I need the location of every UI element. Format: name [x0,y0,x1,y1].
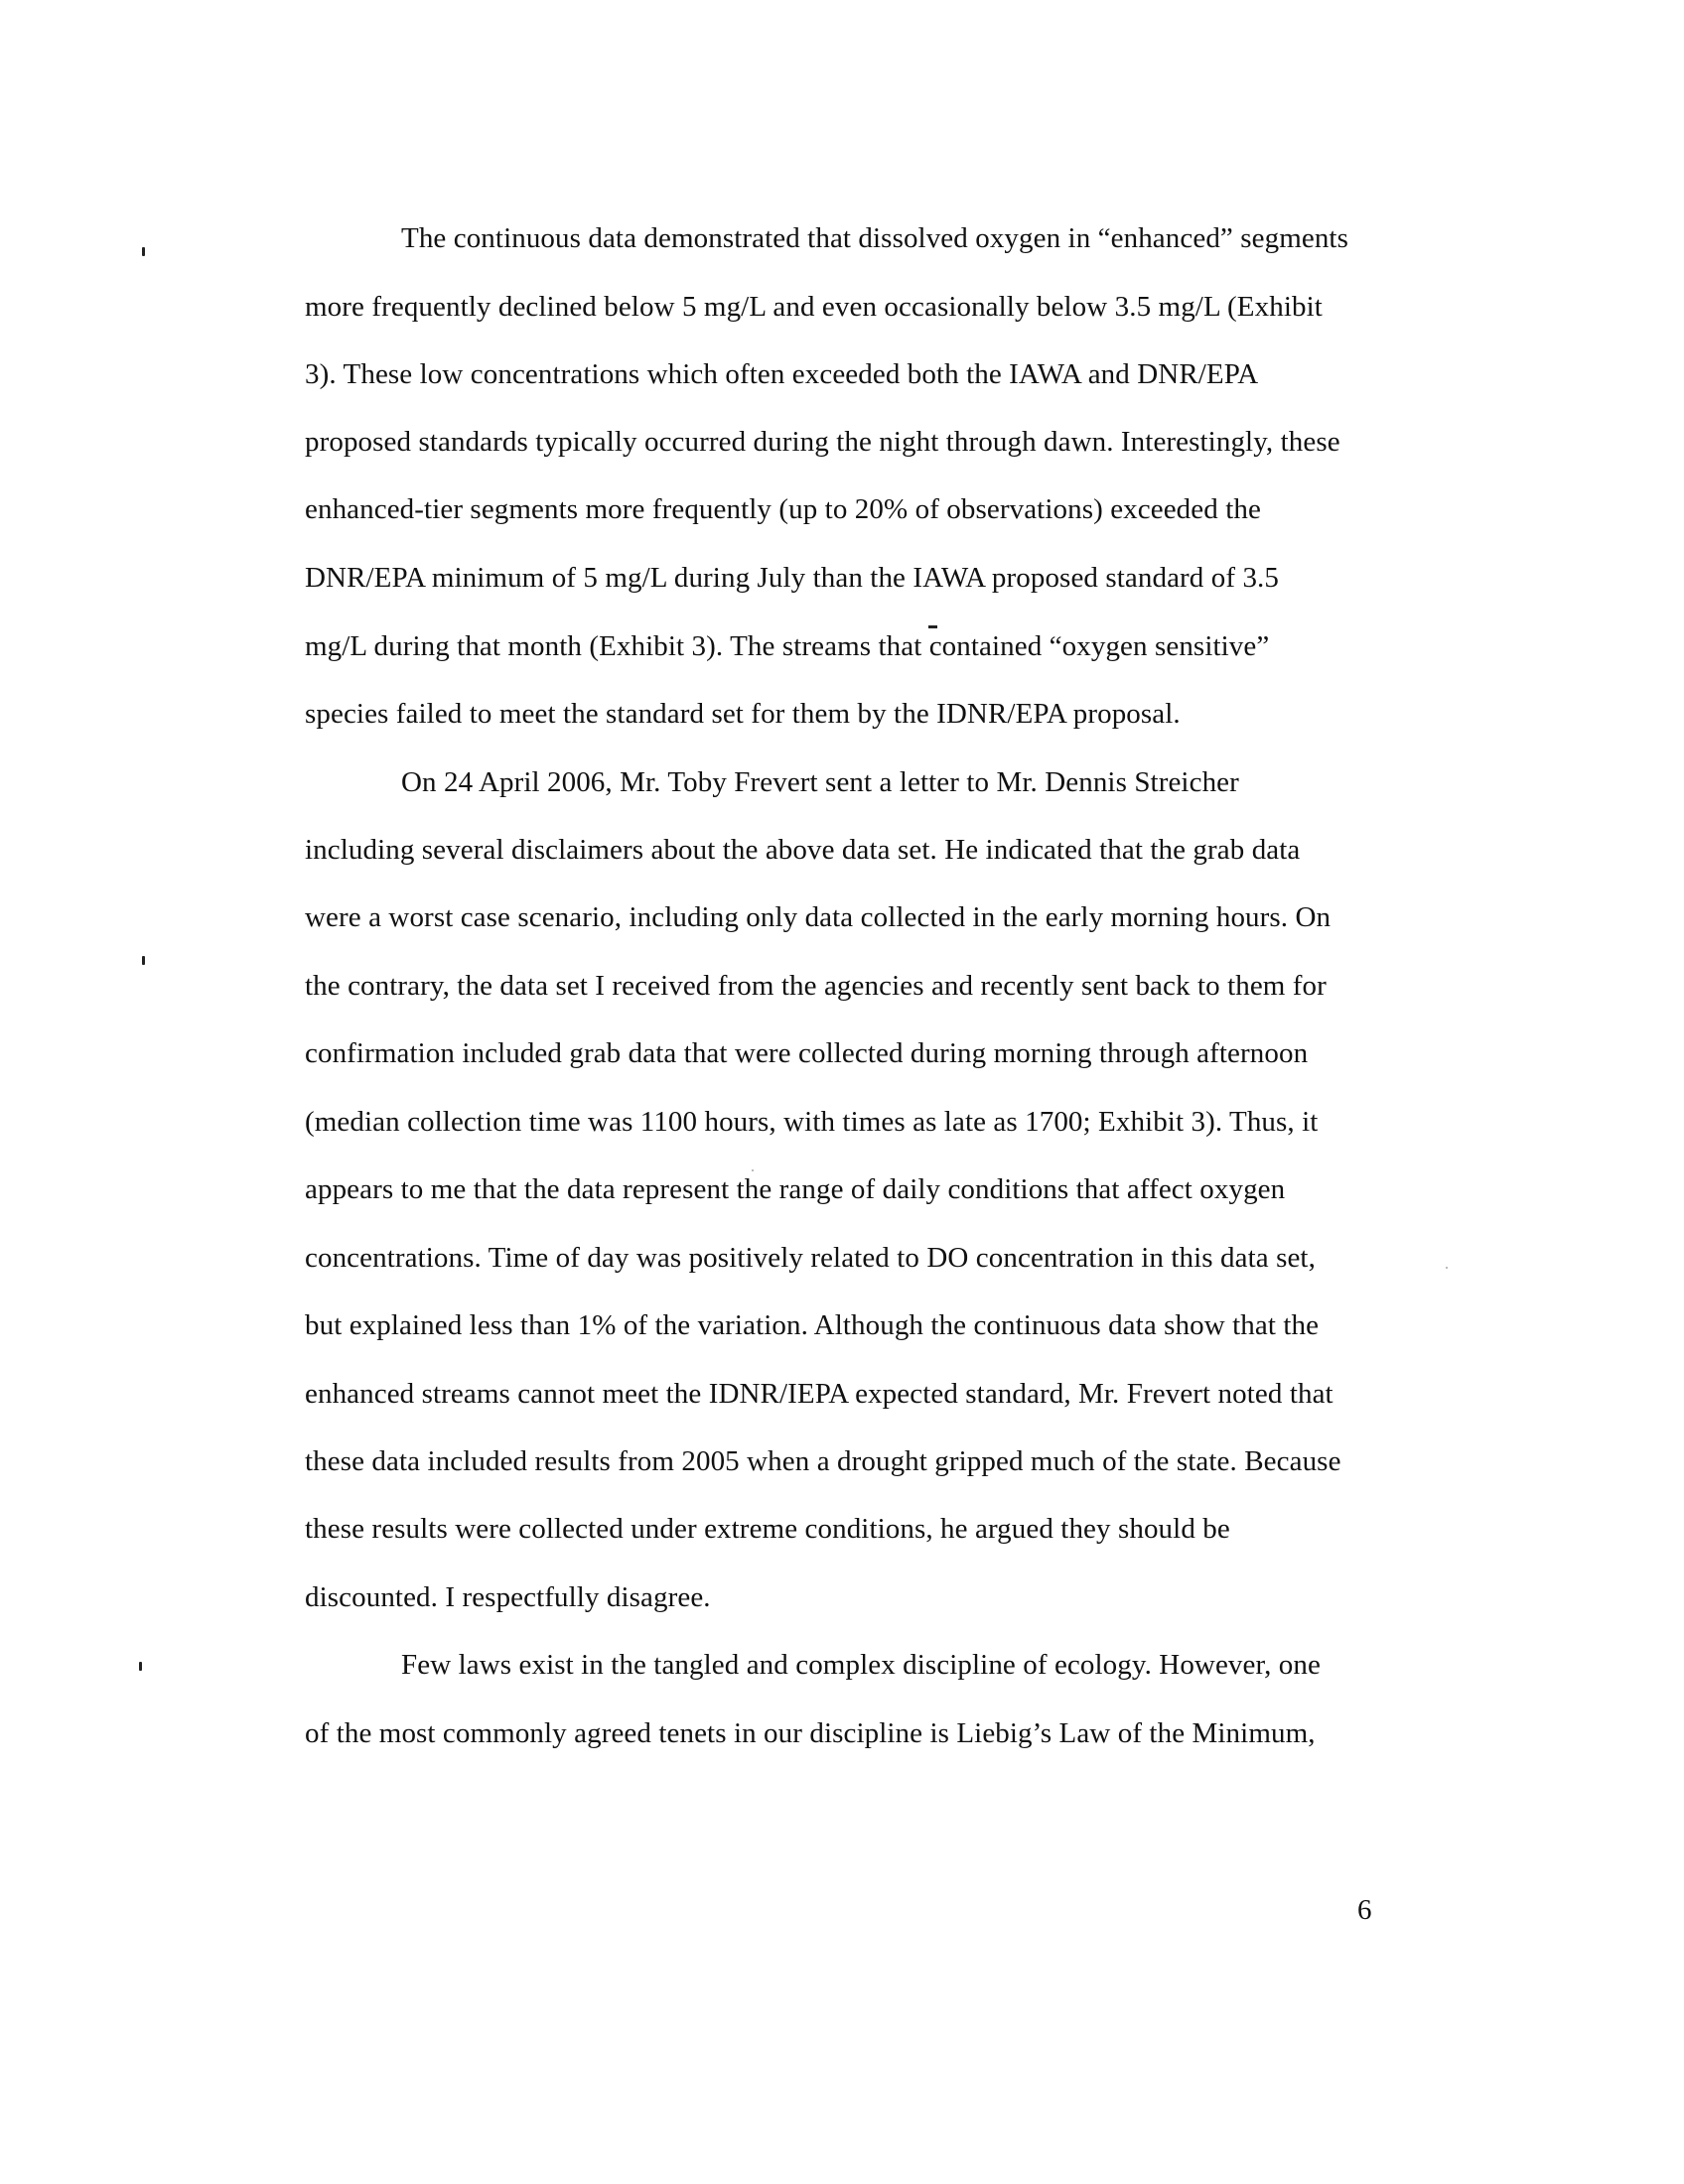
paragraph-2-line-7: appears to me that the data represent the range of daily conditions that affect oxygen [305,1173,1286,1205]
paragraph-2-line-3: were a worst case scenario, including only data collected in the early morning hours. On [305,901,1332,933]
paragraph-2-line-6: (median collection time was 1100 hours, with times as late as 1700; Exhibit 3). Thus, it [305,1106,1319,1138]
paragraph-2-line-5: confirmation included grab data that were collected during morning through afternoon [305,1037,1309,1069]
scan-speck [142,956,145,965]
paragraph-1-line-5: enhanced-tier segments more frequently (up to 20% of observations) exceeded the [305,493,1261,525]
paragraph-3-line-1: Few laws exist in the tangled and complex discipline of ecology. However, one [401,1649,1321,1681]
paragraph-2-line-11: these data included results from 2005 when a drought gripped much of the state. Because [305,1445,1341,1477]
paragraph-1-line-4: proposed standards typically occurred during the night through dawn. Interestingly, these [305,426,1340,458]
scan-dot [1446,1267,1448,1269]
paragraph-1-line-1: The continuous data demonstrated that dissolved oxygen in “enhanced” segments [401,222,1348,254]
scan-dot [752,1169,754,1171]
paragraph-2-line-4: the contrary, the data set I received from the agencies and recently sent back to them for [305,970,1327,1002]
scan-speck [139,1662,142,1671]
page-number: 6 [1357,1894,1372,1926]
paragraph-3-line-2: of the most commonly agreed tenets in our discipline is Liebig’s Law of the Minimum, [305,1717,1316,1749]
paragraph-2-line-13: discounted. I respectfully disagree. [305,1581,711,1613]
scan-speck [142,247,145,256]
paragraph-2-line-9: but explained less than 1% of the variation. Although the continuous data show that the [305,1309,1320,1341]
paragraph-2-line-10: enhanced streams cannot meet the IDNR/IEPA expected standard, Mr. Frevert noted that [305,1378,1333,1410]
paragraph-1-line-2: more frequently declined below 5 mg/L and even occasionally below 3.5 mg/L (Exhibit [305,291,1323,323]
paragraph-1-line-3: 3). These low concentrations which often exceeded both the IAWA and DNR/EPA [305,358,1259,390]
paragraph-1-line-6: DNR/EPA minimum of 5 mg/L during July than the IAWA proposed standard of 3.5 [305,562,1280,594]
paragraph-2-line-2: including several disclaimers about the above data set. He indicated that the grab data [305,834,1301,866]
scan-mark [928,625,937,628]
paragraph-2-line-1: On 24 April 2006, Mr. Toby Frevert sent a letter to Mr. Dennis Streicher [401,766,1239,798]
paragraph-1-line-8: species failed to meet the standard set for them by the IDNR/EPA proposal. [305,698,1181,730]
paragraph-2-line-8: concentrations. Time of day was positively related to DO concentration in this data set, [305,1242,1316,1274]
paragraph-1-line-7: mg/L during that month (Exhibit 3). The streams that contained “oxygen sensitive” [305,630,1270,662]
paragraph-2-line-12: these results were collected under extreme conditions, he argued they should be [305,1513,1230,1545]
